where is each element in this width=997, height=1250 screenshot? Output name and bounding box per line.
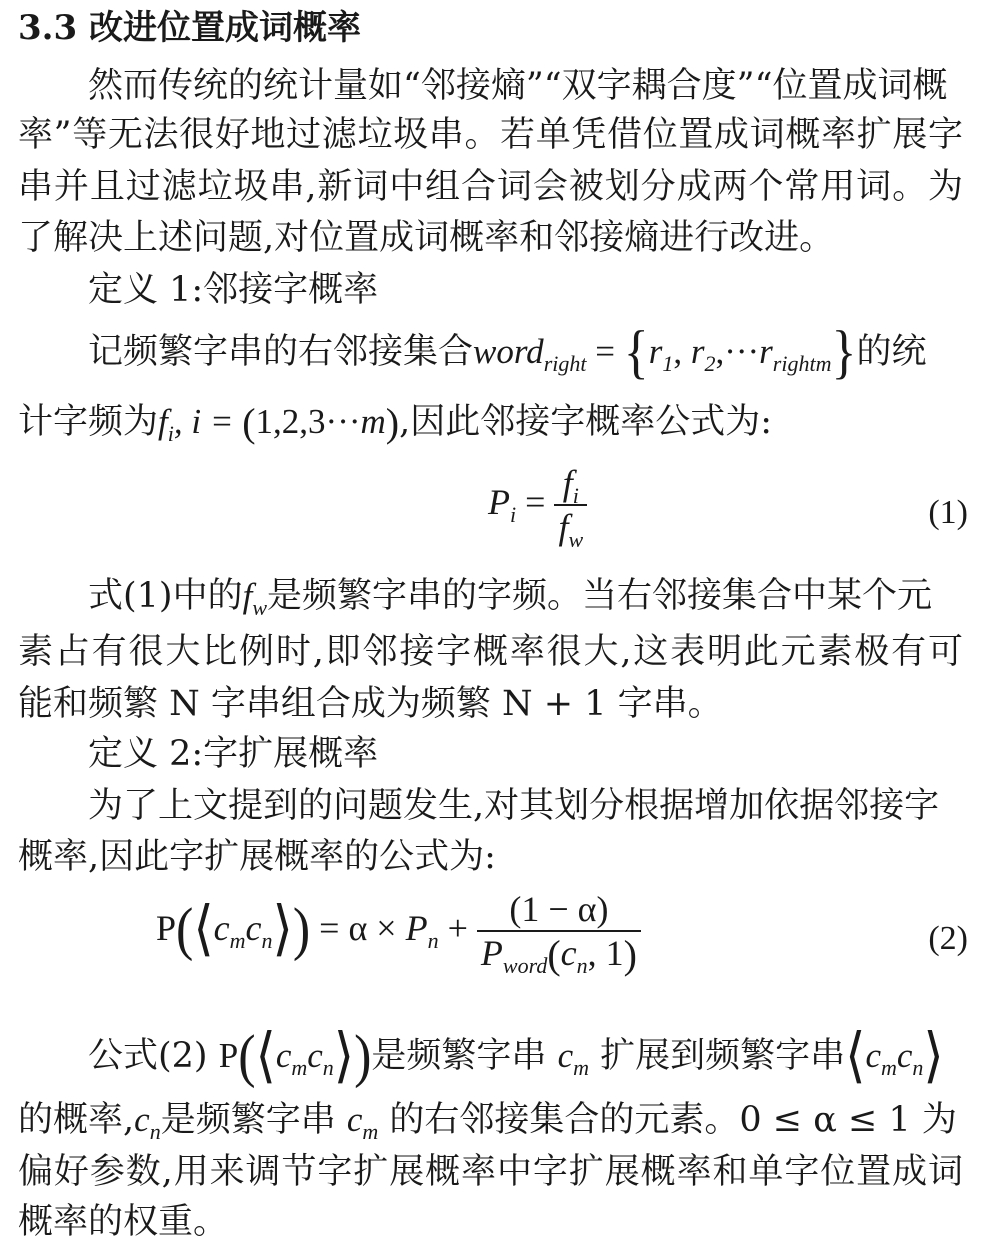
definition-1-line-2-text: 计字频为	[18, 402, 159, 442]
paragraph-3-line-1: 公式(2) $P(⟨c_mc_n⟩)$是频繁字串 $c_m$ 扩展到频繁字串$⟨c_mc_n⟩$	[88, 1023, 944, 1090]
paragraph-2-line-2: 素占有很大比例时,即邻接字概率很大,这表明此元素极有可	[18, 632, 963, 672]
paragraph-3-line-3: 偏好参数,用来调节字扩展概率中字扩展概率和单字位置成词	[18, 1152, 963, 1192]
formula-2-rhs: = α ×	[310, 908, 406, 948]
definition-1-line-2-tail: ,因此邻接字概率公式为:	[399, 402, 773, 442]
formula-2-numerator: (1 − α)	[509, 889, 609, 929]
definition-2-title: 定义 2:字扩展概率	[88, 734, 379, 774]
definition-1-intro-text: 记频繁字串的右邻接集合	[88, 332, 474, 372]
definition-1-line-1: 记频繁字串的右邻接集合word$_{right}$ = {$r_1$, $r_2,\cdot\cdot\cdot r_{rightm}$}的统	[88, 319, 927, 386]
m-symbol: m	[360, 402, 386, 441]
definition-1-intro-tail: 的统	[856, 332, 927, 372]
paragraph-1-line-2: 率”等无法很好地过滤垃圾串。若单凭借位置成词概率扩展字	[18, 115, 963, 155]
formula-1-numerator: $f_i$	[562, 463, 579, 508]
equals-sign: =	[586, 332, 624, 371]
section-heading: 3.3 改进位置成词概率	[18, 8, 361, 48]
r1-subscript: 1	[662, 351, 674, 376]
formula-1-number: (1)	[928, 494, 968, 531]
ellipsis: ,···	[715, 332, 760, 371]
definition-2-line-2: 概率,因此字扩展概率的公式为:	[18, 837, 496, 877]
paragraph-2-line-3: 能和频繁 N 字串组合成为频繁 N + 1 字串。	[18, 684, 723, 724]
f-symbol: f	[158, 402, 168, 441]
formula-1-fraction	[554, 462, 587, 552]
r-symbol: r	[759, 332, 773, 371]
formula-2-Pn: P	[405, 908, 428, 948]
formula-2-fraction	[477, 888, 641, 978]
paragraph-1-line-4: 了解决上述问题,对位置成词概率和邻接熵进行改进。	[18, 218, 835, 258]
right-subscript: right	[543, 351, 587, 376]
formula-2-P: P	[156, 908, 177, 948]
formula-1-denominator: $f_w$	[558, 507, 584, 552]
formula-2-denominator: $P_{word}(c_n$, 1)	[480, 932, 637, 978]
formula-2: $P(⟨c_mc_n⟩) = \alpha \times P_n$ + $\frac{(1 - \alpha)}{P_{word}(c_n, 1)}$	[156, 888, 641, 974]
word-symbol: word	[473, 332, 544, 371]
i-subscript: i	[167, 421, 174, 446]
paragraph-3-line-4: 概率的权重。	[18, 1202, 229, 1242]
r-symbol: r	[690, 332, 705, 371]
r2-subscript: 2	[704, 351, 716, 376]
definition-1-line-2: 计字频为$f_i$, i = (1,2,3···m),因此邻接字概率公式为:	[18, 400, 773, 446]
definition-1-title: 定义 1:邻接字概率	[88, 270, 379, 310]
paragraph-1-line-3: 串并且过滤垃圾串,新词中组合词会被划分成两个常用词。为	[18, 167, 963, 207]
paragraph-2-line-1: 式(1)中的$f_w$是频繁字串的字频。当右邻接集合中某个元	[88, 576, 933, 620]
formula-2-number: (2)	[928, 920, 968, 957]
formula-1-lhs-subscript: i	[510, 502, 517, 527]
sequence: 1,2,3···	[255, 402, 361, 441]
paragraph-3-line-2: 的概率$,c_n$是频繁字串 $c_m$ 的右邻接集合的元素。0 ≤ α ≤ 1 为	[18, 1100, 957, 1144]
r-symbol: r	[648, 332, 663, 371]
definition-2-line-1: 为了上文提到的问题发生,对其划分根据增加依据邻接字	[88, 786, 940, 826]
paragraph-1-line-1: 然而传统的统计量如“邻接熵”“双字耦合度”“位置成词概	[88, 66, 948, 106]
formula-1-lhs: P	[488, 482, 510, 522]
fw-subscript: w	[252, 595, 267, 620]
formula-1: $P_i$ = $\frac{f_i}{f_w}$	[488, 462, 587, 548]
i-equals: , i =	[173, 402, 243, 441]
fw-symbol: f	[242, 576, 253, 615]
rightm-subscript: rightm	[772, 351, 832, 376]
